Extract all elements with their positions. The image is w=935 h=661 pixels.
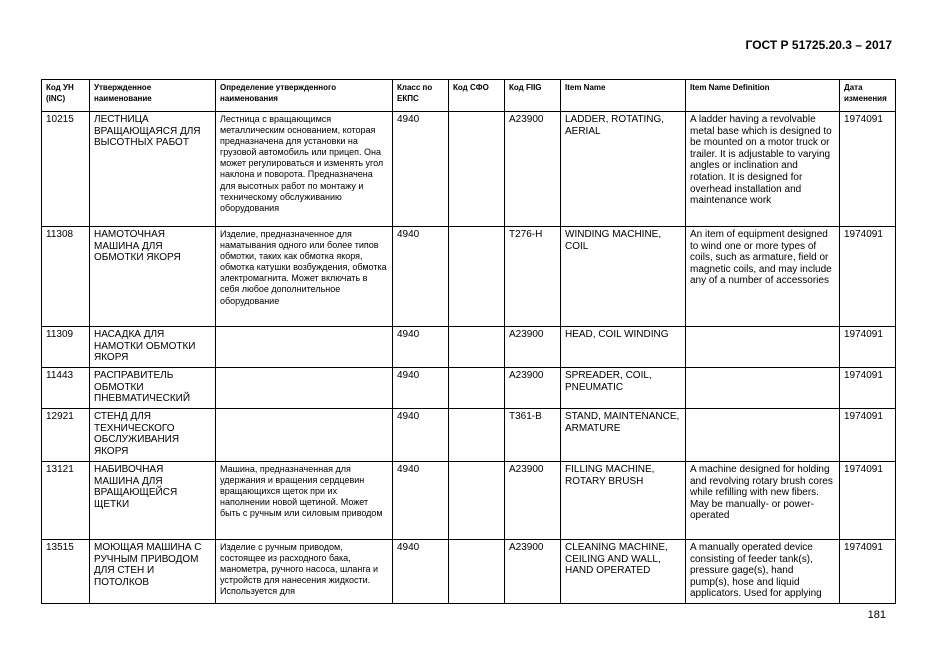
cell-definition-ru: Лестница с вращающимся металлическим основанием, которая предназначена для установки на грузовой автомобиль или прицеп. Она может регулироваться и изменять угол наклона и поворота. Предназначена для высотных работ по монтажу и техническому обслуживанию оборудования	[216, 112, 393, 227]
cell-code: 11443	[42, 368, 90, 409]
cell-fiig: A23900	[505, 327, 561, 368]
col-header-fiig: Код FIIG	[505, 80, 561, 112]
table-row	[42, 409, 896, 462]
cell-class: 4940	[393, 368, 449, 409]
cell-name-ru: НАМОТОЧНАЯ МАШИНА ДЛЯ ОБМОТКИ ЯКОРЯ	[90, 227, 216, 327]
col-header-definition-ru: Определение утвержденного наименования	[216, 80, 393, 112]
table-row	[42, 540, 896, 604]
cell-item-def	[686, 327, 840, 368]
cell-item-name: WINDING MACHINE, COIL	[561, 227, 686, 327]
cell-name-ru: СТЕНД ДЛЯ ТЕХНИЧЕСКОГО ОБСЛУЖИВАНИЯ ЯКОРЯ	[90, 409, 216, 462]
cell-sfo	[449, 327, 505, 368]
table-row	[42, 112, 896, 227]
col-header-item-def: Item Name Definition	[686, 80, 840, 112]
cell-definition-ru: Изделие, предназначенное для наматывания одного или более типов обмотки, таких как обмотка якоря, обмотка катушки возбуждения, обмотка электромагнита. Может включать в себя любое дополнительное оборудование	[216, 227, 393, 327]
cell-item-def	[686, 368, 840, 409]
cell-date: 1974091	[840, 112, 896, 227]
cell-sfo	[449, 462, 505, 540]
cell-fiig: A23900	[505, 540, 561, 604]
col-header-class: Класс по ЕКПС	[393, 80, 449, 112]
cell-code: 12921	[42, 409, 90, 462]
table-header-row	[42, 80, 896, 112]
cell-code: 10215	[42, 112, 90, 227]
cell-definition-ru	[216, 368, 393, 409]
cell-definition-ru: Машина, предназначенная для удержания и вращения сердцевин вращающихся щеток при их наполнении новой щетиной. Может быть с ручным или силовым приводом	[216, 462, 393, 540]
cell-item-def	[686, 409, 840, 462]
page-number: 181	[867, 609, 886, 621]
cell-fiig: T361-B	[505, 409, 561, 462]
cell-item-def: A ladder having a revolvable metal base which is designed to be mounted on a motor truck or trailer. It is adjustable to varying angles or inclination and rotation. It is designed for overhead installation and maintenance work	[686, 112, 840, 227]
cell-item-name: LADDER, ROTATING, AERIAL	[561, 112, 686, 227]
cell-code: 13515	[42, 540, 90, 604]
cell-item-name: CLEANING MACHINE, CEILING AND WALL, HAND OPERATED	[561, 540, 686, 604]
col-header-date: Дата изменения	[840, 80, 896, 112]
col-header-sfo: Код СФО	[449, 80, 505, 112]
cell-name-ru: НАСАДКА ДЛЯ НАМОТКИ ОБМОТКИ ЯКОРЯ	[90, 327, 216, 368]
cell-fiig: T276-H	[505, 227, 561, 327]
document-title: ГОСТ Р 51725.20.3 – 2017	[745, 38, 892, 52]
cell-code: 11309	[42, 327, 90, 368]
cell-name-ru: РАСПРАВИТЕЛЬ ОБМОТКИ ПНЕВМАТИЧЕСКИЙ	[90, 368, 216, 409]
cell-class: 4940	[393, 227, 449, 327]
cell-date: 1974091	[840, 327, 896, 368]
cell-class: 4940	[393, 540, 449, 604]
table-row	[42, 462, 896, 540]
cell-fiig: A23900	[505, 368, 561, 409]
cell-fiig: A23900	[505, 462, 561, 540]
cell-code: 11308	[42, 227, 90, 327]
table-row	[42, 368, 896, 409]
col-header-name-ru: Утвержденное наименование	[90, 80, 216, 112]
cell-date: 1974091	[840, 227, 896, 327]
cell-sfo	[449, 368, 505, 409]
cell-sfo	[449, 227, 505, 327]
col-header-item-name: Item Name	[561, 80, 686, 112]
cell-item-name: FILLING MACHINE, ROTARY BRUSH	[561, 462, 686, 540]
cell-fiig: A23900	[505, 112, 561, 227]
cell-item-name: HEAD, COIL WINDING	[561, 327, 686, 368]
cell-item-name: STAND, MAINTENANCE, ARMATURE	[561, 409, 686, 462]
cell-code: 13121	[42, 462, 90, 540]
cell-item-def: An item of equipment designed to wind one or more types of coils, such as armature, field or magnetic coils, and may include any of a number of accessories	[686, 227, 840, 327]
catalog-table	[41, 79, 896, 604]
cell-sfo	[449, 112, 505, 227]
cell-name-ru: МОЮЩАЯ МАШИНА С РУЧНЫМ ПРИВОДОМ ДЛЯ СТЕН И ПОТОЛКОВ	[90, 540, 216, 604]
cell-definition-ru: Изделие с ручным приводом, состоящее из расходного бака, манометра, ручного насоса, шланга и устройств для нанесения жидкости. Используется для	[216, 540, 393, 604]
cell-sfo	[449, 540, 505, 604]
cell-class: 4940	[393, 462, 449, 540]
cell-date: 1974091	[840, 368, 896, 409]
table-row	[42, 227, 896, 327]
cell-item-def: A machine designed for holding and revolving rotary brush cores while refilling with new fibers. May be manually- or power-operated	[686, 462, 840, 540]
cell-definition-ru	[216, 327, 393, 368]
cell-class: 4940	[393, 112, 449, 227]
cell-name-ru: ЛЕСТНИЦА ВРАЩАЮЩАЯСЯ ДЛЯ ВЫСОТНЫХ РАБОТ	[90, 112, 216, 227]
cell-class: 4940	[393, 409, 449, 462]
cell-date: 1974091	[840, 409, 896, 462]
cell-date: 1974091	[840, 540, 896, 604]
cell-date: 1974091	[840, 462, 896, 540]
cell-item-name: SPREADER, COIL, PNEUMATIC	[561, 368, 686, 409]
cell-name-ru: НАБИВОЧНАЯ МАШИНА ДЛЯ ВРАЩАЮЩЕЙСЯ ЩЕТКИ	[90, 462, 216, 540]
cell-class: 4940	[393, 327, 449, 368]
cell-item-def: A manually operated device consisting of feeder tank(s), pressure gage(s), hand pump(s), hose and liquid applicators. Used for applying	[686, 540, 840, 604]
cell-definition-ru	[216, 409, 393, 462]
cell-sfo	[449, 409, 505, 462]
table-row	[42, 327, 896, 368]
col-header-code: Код УН (INC)	[42, 80, 90, 112]
